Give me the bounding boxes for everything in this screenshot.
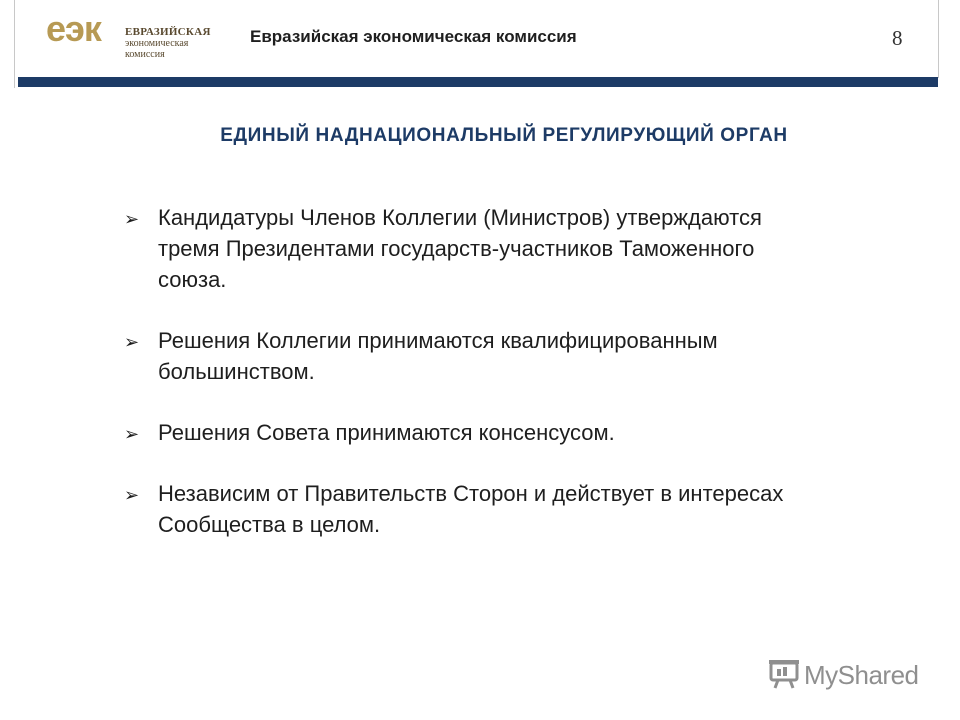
- bullet-item: [124, 417, 824, 448]
- logo-mark: еэк: [46, 8, 101, 49]
- header-frame-left: [14, 0, 15, 88]
- logo-text-line2: экономическая: [125, 38, 189, 49]
- bullet-item: [124, 478, 824, 540]
- bullet-text: Кандидатуры Членов Коллегии (Министров) утверждаются тремя Президентами государств-участников Таможенного союза.: [158, 205, 762, 292]
- bullet-text: Решения Совета принимаются консенсусом.: [158, 420, 615, 445]
- bullet-item: [124, 325, 824, 387]
- logo-text: [125, 27, 211, 60]
- page-number: 8: [892, 26, 903, 50]
- myshared-watermark: [768, 657, 938, 693]
- bullet-list: [124, 202, 824, 570]
- bullet-text: Независим от Правительств Сторон и действует в интересах Сообщества в целом.: [158, 481, 784, 537]
- slide-header: [0, 0, 960, 90]
- bullet-item: [124, 202, 824, 295]
- presentation-board-icon: [768, 659, 800, 689]
- logo-text-line1: ЕВРАЗИЙСКАЯ: [125, 26, 211, 38]
- watermark-text: MyShared: [804, 660, 919, 690]
- arrow-bullet-icon: ➢: [124, 424, 140, 444]
- eek-logo: [46, 8, 211, 66]
- arrow-bullet-icon: ➢: [124, 485, 140, 505]
- logo-text-line3: комиссия: [125, 49, 165, 60]
- bullet-text: Решения Коллегии принимаются квалифицированным большинством.: [158, 328, 718, 384]
- arrow-bullet-icon: ➢: [124, 209, 140, 229]
- slide-title: ЕДИНЫЙ НАДНАЦИОНАЛЬНЫЙ РЕГУЛИРУЮЩИЙ ОРГАН: [220, 125, 788, 146]
- organization-title: Евразийская экономическая комиссия: [250, 27, 577, 46]
- arrow-bullet-icon: ➢: [124, 332, 140, 352]
- header-divider-bar: [18, 77, 938, 87]
- header-frame-right: [938, 0, 939, 78]
